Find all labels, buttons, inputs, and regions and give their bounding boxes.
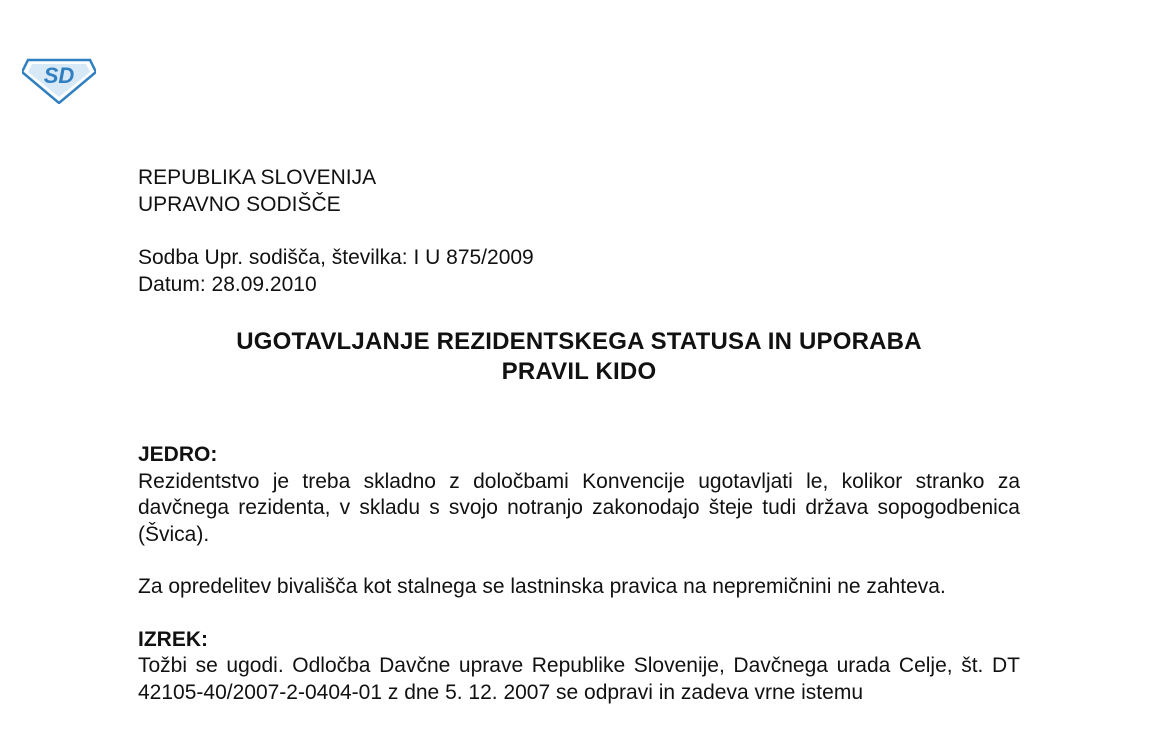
jedro-heading: JEDRO: <box>138 443 218 466</box>
sd-logo-icon <box>22 50 96 104</box>
issuer-line-1: REPUBLIKA SLOVENIJA <box>138 166 377 189</box>
document-title <box>138 327 1020 387</box>
title-line-1: UGOTAVLJANJE REZIDENTSKEGA STATUSA IN UPORABA <box>236 328 922 355</box>
logo-text: SD <box>43 63 75 88</box>
document-header <box>138 165 1020 298</box>
issuer-line-2: UPRAVNO SODIŠČE <box>138 192 341 216</box>
case-number: Sodba Upr. sodišča, številka: I U 875/2009 <box>138 246 534 269</box>
title-line-2: PRAVIL KIDO <box>501 358 657 385</box>
izrek-paragraph-1: Tožbi se ugodi. Odločba Davčne uprave Republike Slovenije, Davčnega urada Celje, št. DT 42105-40/2007-2-0404-01 z dne 5. 12. 2007 se odpravi in zadeva vrne istemu <box>138 654 1020 704</box>
document-body <box>138 442 1020 706</box>
jedro-paragraph-2: Za opredelitev bivališča kot stalnega se lastninska pravica na nepremičnini ne zahteva. <box>138 575 946 598</box>
izrek-heading: IZREK: <box>138 627 208 651</box>
jedro-paragraph-1: Rezidentstvo je treba skladno z določbami Konvencije ugotavljati le, kolikor stranko za davčnega rezidenta, v skladu s svojo notranjo zakonodajo šteje tudi država sopogodbenica (Švica). <box>138 469 1020 546</box>
document-date: Datum: 28.09.2010 <box>138 272 317 296</box>
